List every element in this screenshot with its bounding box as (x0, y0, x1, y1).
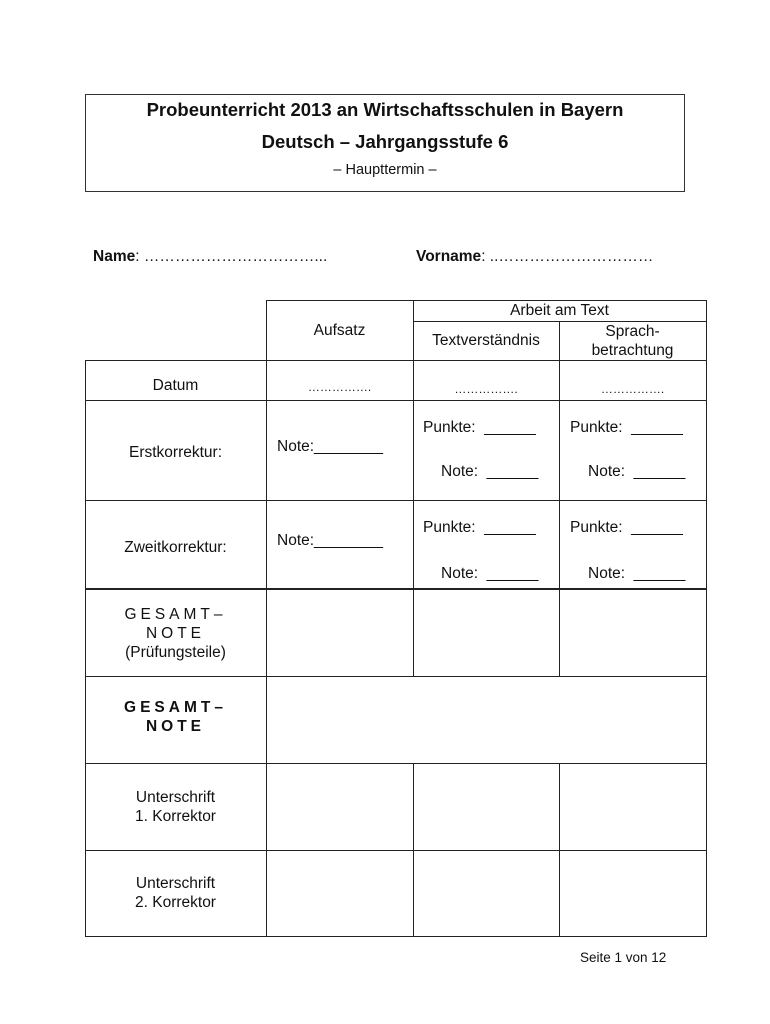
zweit-sprach-punkte: Punkte: ______ (570, 519, 683, 536)
datum-textverstaendnis: ……………. (454, 382, 518, 396)
header-textverstaendnis: Textverständnis (432, 332, 540, 349)
document-term: – Haupttermin – (333, 162, 437, 178)
erst-text-note: Note: ______ (441, 463, 539, 480)
header-arbeit-am-text: Arbeit am Text (510, 302, 609, 319)
zweit-text-note: Note: ______ (441, 565, 539, 582)
page-number: Seite 1 von 12 (580, 950, 667, 965)
datum-sprachbetrachtung: ……………. (600, 382, 665, 396)
row-label-gesamtnote: GESAMT– NOTE (124, 698, 227, 735)
erst-sprach-punkte: Punkte: ______ (570, 419, 683, 436)
vorname-blank: : ..………………………… (481, 248, 654, 265)
table-rule (706, 300, 707, 937)
zweit-sprach-note: Note: ______ (588, 565, 686, 582)
name-blank: : ……………………………... (135, 248, 328, 265)
datum-aufsatz: ……………. (307, 380, 372, 394)
header-aufsatz: Aufsatz (313, 321, 366, 339)
table-rule (413, 763, 414, 937)
row-label-unterschrift-1: Unterschrift 1. Korrektor (135, 788, 216, 825)
erst-text-punkte: Punkte: ______ (423, 419, 536, 436)
name-field (93, 248, 327, 266)
row-label-erstkorrektur: Erstkorrektur: (128, 443, 222, 461)
row-label-datum: Datum (152, 376, 199, 394)
header-sprachbetrachtung: Sprach- betrachtung (591, 322, 674, 359)
zweit-text-punkte: Punkte: ______ (423, 519, 536, 536)
erst-sprach-note: Note: ______ (588, 463, 686, 480)
vorname-label: Vorname (416, 248, 482, 265)
erst-aufsatz-note: Note:________ (277, 438, 384, 455)
row-label-zweitkorrektur: Zweitkorrektur: (124, 538, 227, 556)
vorname-field (416, 248, 653, 266)
document-title: Probeunterricht 2013 an Wirtschaftsschulen in Bayern (146, 99, 624, 120)
row-label-unterschrift-2: Unterschrift 2. Korrektor (135, 875, 216, 911)
table-rule (85, 936, 707, 937)
zweit-aufsatz-note: Note:________ (277, 532, 384, 549)
table-rule (559, 763, 560, 937)
document-subject: Deutsch – Jahrgangsstufe 6 (261, 131, 509, 152)
header-box (85, 94, 685, 192)
name-label: Name (93, 248, 136, 265)
row-label-gesamtnote-pruefungsteile: GESAMT– NOTE (Prüfungsteile) (124, 605, 227, 661)
